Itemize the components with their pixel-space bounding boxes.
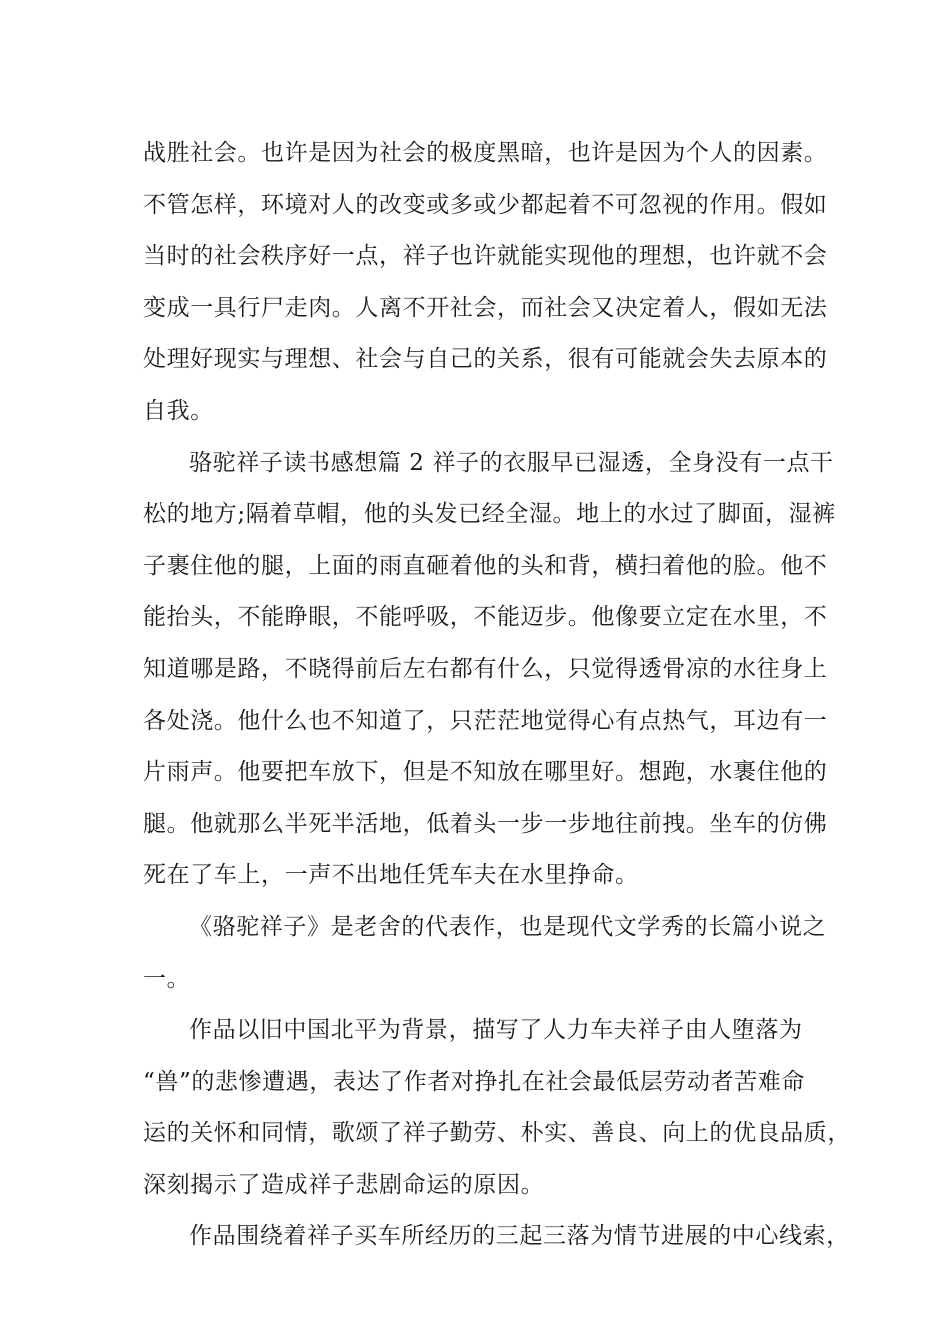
text-line: 各处浇。他什么也不知道了，只茫茫地觉得心有点热气，耳边有一 <box>143 707 828 734</box>
text-line: 运的关怀和同情，歌颂了祥子勤劳、朴实、善良、向上的优良品质， <box>143 1120 851 1147</box>
text-line: 松的地方;隔着草帽，他的头发已经全湿。地上的水过了脚面，湿裤 <box>143 501 836 528</box>
text-line: 一。 <box>143 965 191 992</box>
text-line: 知道哪是路，不晓得前后左右都有什么，只觉得透骨凉的水往身上 <box>143 655 828 682</box>
paragraph-start-line: 作品围绕着祥子买车所经历的三起三落为情节进展的中心线索， <box>189 1223 850 1250</box>
text-line: 子裹住他的腿，上面的雨直砸着他的头和背，横扫着他的脸。他不 <box>143 552 828 579</box>
paragraph-start-line: 骆驼祥子读书感想篇 2 祥子的衣服早已湿透，全身没有一点干 <box>189 449 834 476</box>
text-line: 片雨声。他要把车放下，但是不知放在哪里好。想跑，水裹住他的 <box>143 759 828 786</box>
text-line: 不管怎样，环境对人的改变或多或少都起着不可忽视的作用。假如 <box>143 191 828 218</box>
paragraph-start-line: 作品以旧中国北平为背景，描写了人力车夫祥子由人堕落为 <box>189 1017 803 1044</box>
text-line: 腿。他就那么半死半活地，低着头一步一步地往前拽。坐车的仿佛 <box>143 810 828 837</box>
text-line: 变成一具行尸走肉。人离不开社会，而社会又决定着人，假如无法 <box>143 294 828 321</box>
text-line: 当时的社会秩序好一点，祥子也许就能实现他的理想，也许就不会 <box>143 243 828 270</box>
text-line: 死在了车上，一声不出地任凭车夫在水里挣命。 <box>143 862 639 889</box>
text-line: 深刻揭示了造成祥子悲剧命运的原因。 <box>143 1171 545 1198</box>
text-line: 战胜社会。也许是因为社会的极度黑暗，也许是因为个人的因素。 <box>143 140 828 166</box>
body-text <box>143 128 851 1263</box>
text-line: 自我。 <box>143 397 214 424</box>
paragraph-start-line: 《骆驼祥子》是老舍的代表作，也是现代文学秀的长篇小说之 <box>189 913 827 940</box>
text-line: 能抬头，不能睁眼，不能呼吸，不能迈步。他像要立定在水里，不 <box>143 604 828 631</box>
text-line: 处理好现实与理想、社会与自己的关系，很有可能就会失去原本的 <box>143 346 828 373</box>
text-line: “兽”的悲惨遭遇，表达了作者对挣扎在社会最低层劳动者苦难命 <box>143 1068 805 1095</box>
